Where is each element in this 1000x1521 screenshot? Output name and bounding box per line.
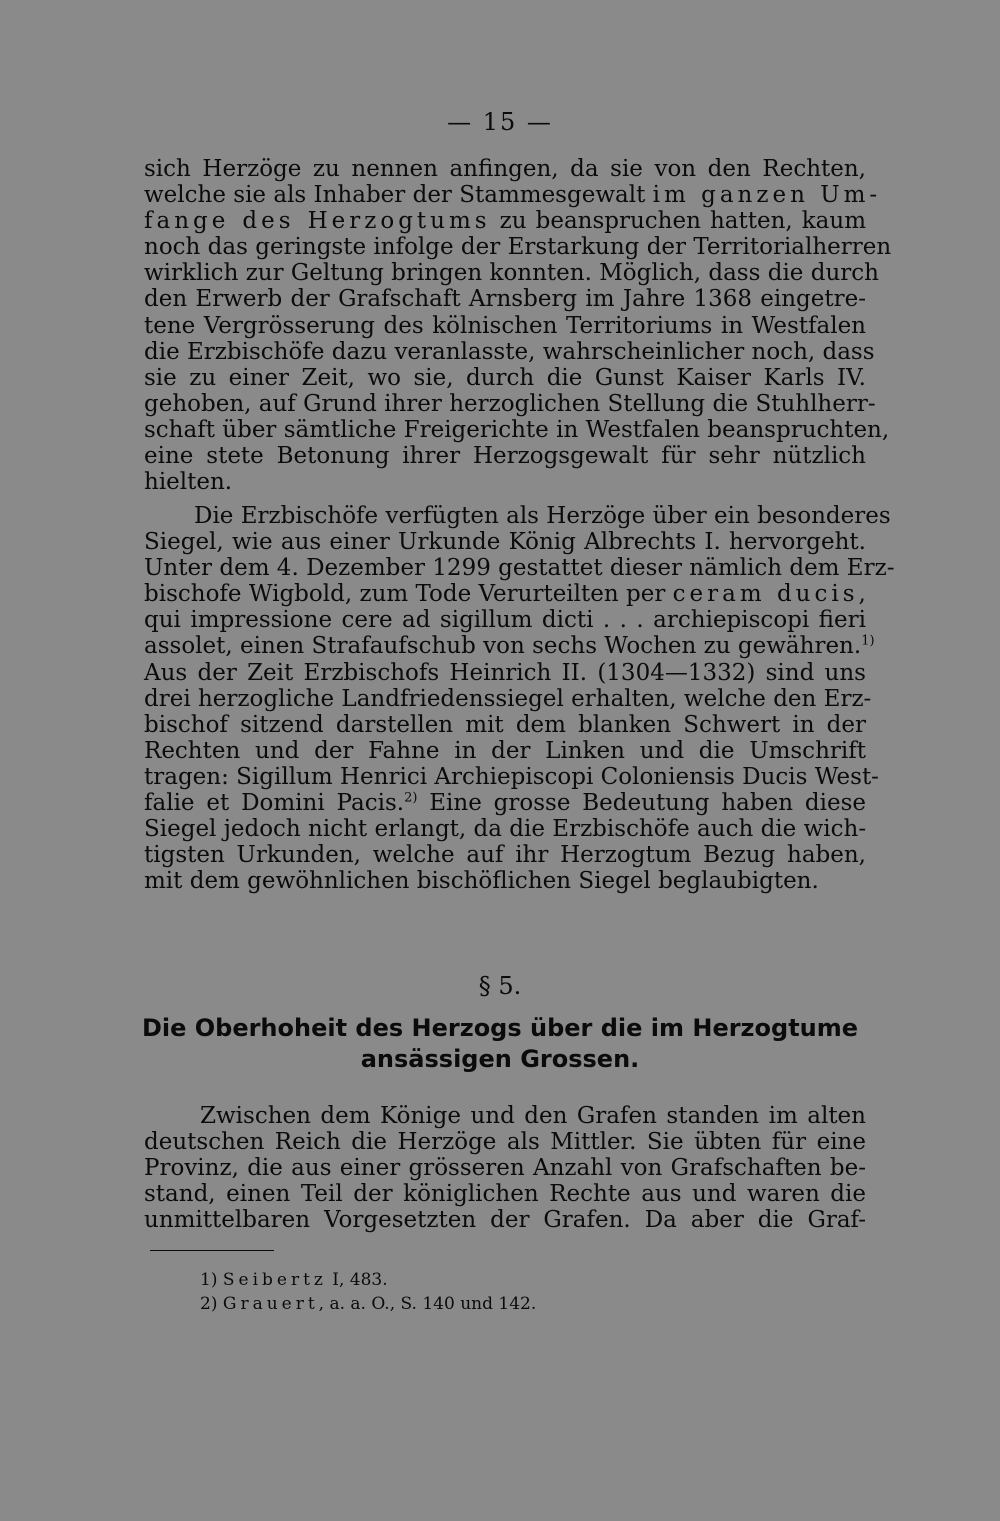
text-line: sie zu einer Zeit, wo sie, durch die Gunst Kaiser Karls IV. (144, 364, 866, 391)
text-line: Siegel jedoch nicht erlangt, da die Erzbischöfe auch die wich- (144, 816, 867, 843)
text-line: die Erzbischöfe dazu veranlasste, wahrscheinlicher noch, dass (144, 338, 875, 365)
text-line: hielten. (144, 469, 233, 496)
text-line: deutschen Reich die Herzöge als Mittler. Sie übten für eine (144, 1129, 866, 1156)
heading-line: Die Oberhoheit des Herzogs über die im Herzogtume (141, 1014, 859, 1042)
text-line: noch das geringste infolge der Erstarkung der Territorialherren (144, 234, 892, 261)
section-heading (120, 1013, 880, 1075)
heading-line: ansässigen Grossen. (360, 1045, 640, 1073)
footnote-author: Seibertz (222, 1270, 327, 1290)
text-line: bischof sitzend darstellen mit dem blanken Schwert in der (144, 711, 866, 738)
text-line: schaft über sämtliche Freigerichte in Westfalen beanspruchten, (144, 416, 890, 443)
text-line: assolet, einen Strafaufschub von sechs Wochen zu gewähren.$^{1)}$ (144, 633, 875, 660)
emphasis-spaced: fange des Herzogtums (144, 208, 491, 235)
text-line: Unter dem 4. Dezember 1299 gestattet dieser nämlich dem Erz- (144, 555, 895, 582)
emphasis-spaced: im ganzen Um- (652, 182, 882, 209)
paragraph-3 (144, 1103, 866, 1233)
text-line: mit dem gewöhnlichen bischöflichen Siegel beglaubigten. (144, 868, 819, 895)
text-line: Provinz, die aus einer grösseren Anzahl von Grafschaften be- (144, 1155, 866, 1182)
text-line: fange des Herzogtums zu beanspruchen hatten, kaum (144, 208, 867, 235)
footnotes (200, 1268, 536, 1316)
emphasis-spaced: ceram ducis, (672, 581, 870, 608)
text-line: Die Erzbischöfe verfügten als Herzöge über ein besonderes (194, 503, 891, 529)
text-line: falie et Domini Pacis.$^{2)}$ Eine grosse Bedeutung haben diese (144, 790, 866, 817)
text-line: sich Herzöge zu nennen anfingen, da sie von den Rechten, (144, 156, 866, 182)
text-line: unmittelbaren Vorgesetzten der Grafen. Da aber die Graf- (144, 1207, 866, 1234)
text-line: drei herzogliche Landfriedenssiegel erhalten, welche den Erz- (144, 685, 872, 712)
page-number: — 15 — (447, 108, 553, 136)
text-line: Zwischen dem Könige und den Grafen standen im alten (200, 1103, 866, 1129)
footnote-ref: 1) (861, 633, 875, 649)
footnote: 1) Seibertz I, 483. (200, 1270, 388, 1290)
text-line: eine stete Betonung ihrer Herzogsgewalt für sehr nützlich (144, 443, 866, 470)
footnote-ref: 2) (404, 790, 418, 806)
footnote-author: Grauert (222, 1294, 319, 1314)
text-line: welche sie als Inhaber der Stammesgewalt im ganzen Um- (144, 182, 882, 209)
text-line: Rechten und der Fahne in der Linken und die Umschrift (144, 737, 866, 764)
text-line: den Erwerb der Grafschaft Arnsberg im Jahre 1368 eingetre- (144, 286, 866, 313)
text-line: tragen: Sigillum Henrici Archiepiscopi Coloniensis Ducis West- (144, 763, 879, 790)
footnote-divider (150, 1250, 274, 1251)
text-line: Siegel, wie aus einer Urkunde König Albrechts I. hervorgeht. (144, 529, 866, 556)
text-line: gehoben, auf Grund ihrer herzoglichen Stellung die Stuhlherr- (144, 390, 876, 417)
paragraph-2 (144, 503, 895, 895)
footnote: 2) Grauert, a. a. O., S. 140 und 142. (200, 1294, 537, 1314)
text-line: Aus der Zeit Erzbischofs Heinrich II. (1304—1332) sind uns (144, 659, 866, 686)
paragraph-1 (144, 156, 892, 496)
text-line: tene Vergrösserung des kölnischen Territoriums in Westfalen (144, 312, 866, 339)
text-line: bischofe Wigbold, zum Tode Verurteilten per ceram ducis, (144, 581, 870, 608)
text-line: qui impressione cere ad sigillum dicti . . . archiepiscopi fieri (144, 607, 866, 634)
section-number: § 5. (478, 972, 522, 1000)
text-line: tigsten Urkunden, welche auf ihr Herzogtum Bezug haben, (144, 842, 866, 869)
text-line: stand, einen Teil der königlichen Rechte aus und waren die (144, 1181, 866, 1208)
text-line: wirklich zur Geltung bringen konnten. Möglich, dass die durch (144, 260, 879, 287)
